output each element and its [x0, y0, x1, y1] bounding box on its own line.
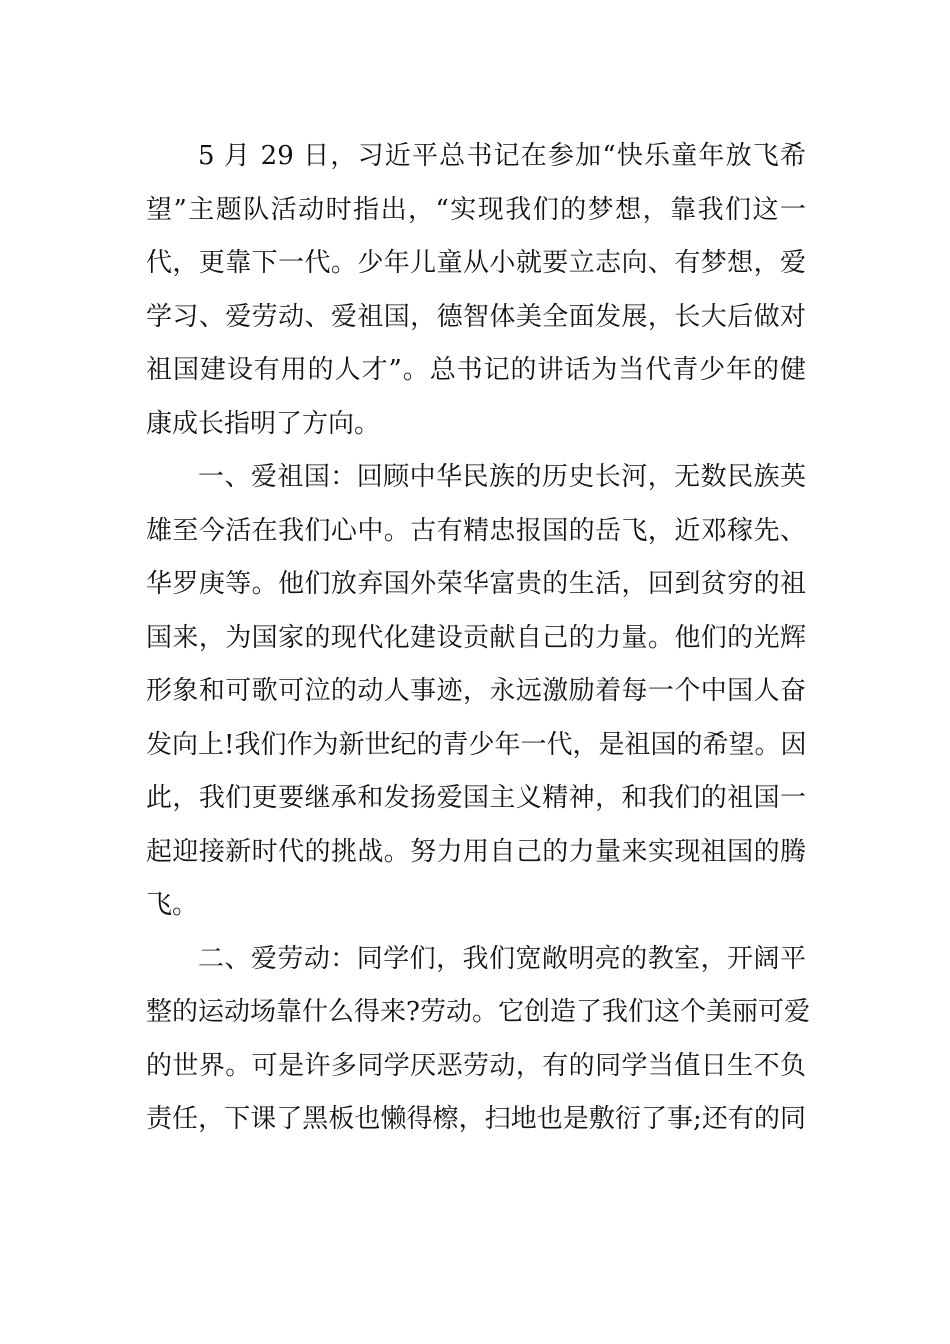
paragraph-3-line-1: 二、爱劳动：同学们，我们宽敞明亮的教室，开阔平: [198, 943, 806, 974]
paragraph-2-line-8: 起迎接新时代的挑战。努力用自己的力量来实现祖国的腾: [146, 836, 806, 867]
paragraph-2-line-6: 发向上!我们作为新世纪的青少年一代，是祖国的希望。因: [146, 729, 807, 760]
paragraph-2-line-7: 此，我们更要继承和发扬爱国主义精神，和我们的祖国一: [146, 783, 806, 813]
paragraph-2-line-2: 雄至今活在我们心中。古有精忠报国的岳飞，近邓稼先、: [146, 515, 806, 546]
paragraph-1-line-1: 5 月 29 日，习近平总书记在参加“快乐童年放飞希: [198, 141, 806, 171]
paragraph-2-line-9: 飞。: [146, 890, 199, 920]
paragraph-2-line-5: 形象和可歌可泣的动人事迹，永远激励着每一个中国人奋: [146, 676, 806, 706]
paragraph-3-line-2: 整的运动场靠什么得来?劳动。它创造了我们这个美丽可爱: [146, 997, 810, 1027]
paragraph-2-line-1: 一、爱祖国：回顾中华民族的历史长河，无数民族英: [198, 462, 806, 492]
paragraph-2-line-4: 国来，为国家的现代化建设贡献自己的力量。他们的光辉: [146, 622, 806, 653]
paragraph-1-line-5: 祖国建设有用的人才”。总书记的讲话为当代青少年的健: [146, 355, 806, 385]
paragraph-1-line-3: 代，更靠下一代。少年儿童从小就要立志向、有梦想，爱: [146, 248, 806, 278]
paragraph-3-line-4: 责任，下课了黑板也懒得檫，扫地也是敷衍了事;还有的同: [146, 1104, 806, 1134]
paragraph-1-line-6: 康成长指明了方向。: [146, 408, 381, 439]
paragraph-2-line-3: 华罗庚等。他们放弃国外荣华富贵的生活，回到贫穷的祖: [146, 569, 806, 599]
paragraph-1-line-2: 望”主题队活动时指出，“实现我们的梦想，靠我们这一: [146, 194, 806, 225]
document-body: [146, 130, 810, 1147]
paragraph-1-line-4: 学习、爱劳动、爱祖国，德智体美全面发展，长大后做对: [146, 301, 806, 332]
paragraph-3-line-3: 的世界。可是许多同学厌恶劳动，有的同学当值日生不负: [146, 1050, 806, 1081]
